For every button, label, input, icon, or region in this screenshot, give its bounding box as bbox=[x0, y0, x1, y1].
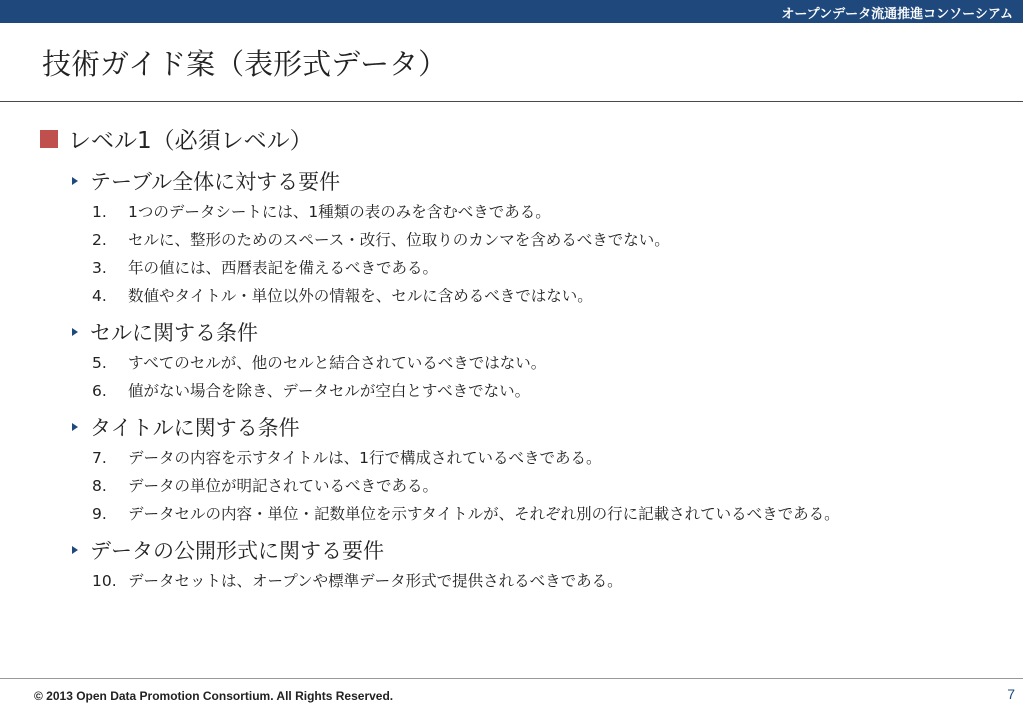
title-divider bbox=[0, 101, 1023, 102]
organization-name: オープンデータ流通推進コンソーシアム bbox=[781, 7, 1013, 22]
level-heading bbox=[40, 122, 313, 155]
triangle-bullet-icon bbox=[72, 423, 78, 431]
list-item bbox=[92, 569, 623, 591]
item-text: データセルの内容・単位・記数単位を示すタイトルが、それぞれ別の行に記載されているべきである。 bbox=[128, 505, 840, 523]
list-item bbox=[92, 228, 670, 250]
page-number: 7 bbox=[1007, 686, 1015, 702]
section-heading-text: データの公開形式に関する要件 bbox=[90, 539, 384, 563]
item-number: 2. bbox=[92, 231, 107, 249]
item-text: 年の値には、西暦表記を備えるべきである。 bbox=[128, 259, 439, 277]
triangle-bullet-icon bbox=[72, 177, 78, 185]
item-text: すべてのセルが、他のセルと結合されているべきではない。 bbox=[128, 354, 547, 372]
list-item bbox=[92, 284, 593, 306]
item-text: セルに、整形のためのスペース・改行、位取りのカンマを含めるべきでない。 bbox=[128, 231, 670, 249]
list-item bbox=[92, 379, 530, 401]
copyright-text: © 2013 Open Data Promotion Consortium. All Rights Reserved. bbox=[34, 689, 394, 703]
item-number: 10. bbox=[92, 572, 117, 590]
item-text: 値がない場合を除き、データセルが空白とすべきでない。 bbox=[128, 382, 531, 400]
item-number: 8. bbox=[92, 477, 107, 495]
section-heading-text: テーブル全体に対する要件 bbox=[90, 170, 341, 194]
section-heading-text: タイトルに関する条件 bbox=[90, 416, 300, 440]
list-item bbox=[92, 446, 601, 468]
list-item bbox=[92, 256, 438, 278]
header-bar bbox=[0, 0, 1023, 23]
list-item bbox=[92, 502, 840, 524]
level-label: レベル1（必須レベル） bbox=[68, 128, 313, 154]
item-text: 1つのデータシートには、1種類の表のみを含むべきである。 bbox=[128, 203, 551, 221]
list-item bbox=[92, 474, 438, 496]
item-text: データの内容を示すタイトルは、1行で構成されているべきである。 bbox=[128, 449, 602, 467]
item-number: 4. bbox=[92, 287, 107, 305]
slide-title: 技術ガイド案（表形式データ） bbox=[42, 47, 448, 81]
section-heading-publication-format bbox=[72, 535, 384, 565]
footer-divider bbox=[0, 678, 1023, 679]
section-heading-table-requirements bbox=[72, 166, 340, 196]
item-number: 6. bbox=[92, 382, 107, 400]
section-heading-cell-conditions bbox=[72, 317, 258, 347]
item-text: データセットは、オープンや標準データ形式で提供されるべきである。 bbox=[128, 572, 623, 590]
item-number: 9. bbox=[92, 505, 107, 523]
list-item bbox=[92, 200, 551, 222]
item-text: 数値やタイトル・単位以外の情報を、セルに含めるべきではない。 bbox=[128, 287, 593, 305]
triangle-bullet-icon bbox=[72, 546, 78, 554]
item-number: 3. bbox=[92, 259, 107, 277]
section-heading-text: セルに関する条件 bbox=[90, 321, 258, 345]
item-number: 7. bbox=[92, 449, 107, 467]
list-item bbox=[92, 351, 546, 373]
item-text: データの単位が明記されているべきである。 bbox=[128, 477, 439, 495]
item-number: 1. bbox=[92, 203, 107, 221]
item-number: 5. bbox=[92, 354, 107, 372]
square-bullet-icon bbox=[40, 130, 58, 148]
triangle-bullet-icon bbox=[72, 328, 78, 336]
section-heading-title-conditions bbox=[72, 412, 300, 442]
